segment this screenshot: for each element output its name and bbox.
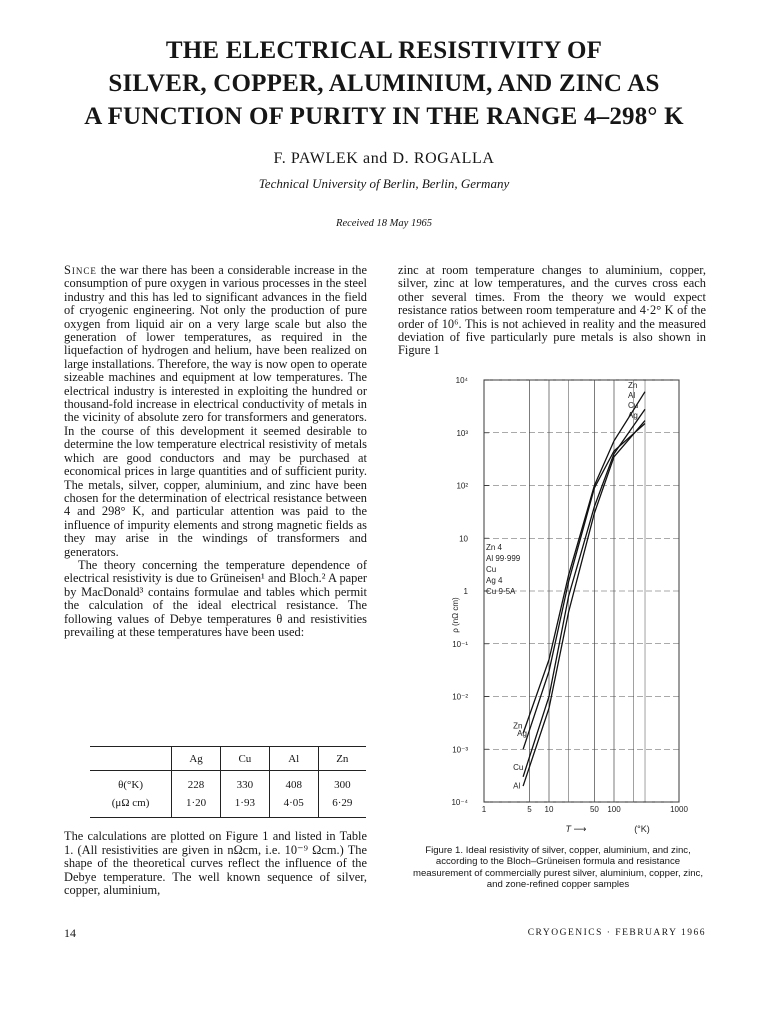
title-line-2: SILVER, COPPER, ALUMINIUM, AND ZINC AS xyxy=(108,70,660,97)
table-cell: θ(°K) xyxy=(118,779,144,791)
left-column xyxy=(64,264,367,639)
affiliation: Technical University of Berlin, Berlin, Germany xyxy=(258,176,510,191)
x-tick-label: 10 xyxy=(544,805,554,814)
x-tick-label: 5 xyxy=(527,805,532,814)
right-column xyxy=(398,264,706,358)
table-row xyxy=(90,794,366,818)
paragraph-1-text: the war there has been a considerable increase in the consumption of pure oxygen in various processes in the steel industry and this has led to significant advances in the field of cryogenic engineering. Not only the production of pure oxygen from liquid air on a very large scale but also the generation of lower temperatures, as required in the liquefaction of hydrogen and helium, have been realized on large installations. Therefore, the way is now open to operate sizeable machines and equipment at low temperatures. The electrical industry is interested in exploiting the hundred or thousand-fold increase in electrical conductivity of metals in the vicinity of absolute zero for transformers and generators. In the course of this development it seemed desirable to determine the low temperature electrical resistivity of metals which are good conductors and may be purchased at economical prices in large quantities and of sufficient purity. The metals, silver, copper, aluminium, and zinc have been chosen for the determination of electrical resistance between 4 and 298° K, and particular attention was paid to the influence of impurity elements and strong magnetic fields as they may arise in the windings of transformers and generators. xyxy=(64,263,367,559)
journal-footer: CRYOGENICS · FEBRUARY 1966 xyxy=(527,928,706,938)
curve-label: Zn xyxy=(628,381,638,390)
y-tick-label: 10⁴ xyxy=(455,376,468,385)
x-tick-label: 50 xyxy=(589,805,599,814)
table-cell: 228 xyxy=(172,771,221,795)
table-header-cell: Ag xyxy=(172,747,221,771)
table-cell: 1·93 xyxy=(220,794,269,818)
series-line-al xyxy=(523,409,645,777)
table-cell: (μΩ cm) xyxy=(90,794,172,818)
table-header-cell: Cu xyxy=(220,747,269,771)
lead-word: Since xyxy=(64,263,97,277)
paragraph-3: The calculations are plotted on Figure 1 and listed in Table 1. (All resistivities are given in nΩcm, i.e. 10⁻⁹ Ωcm.) The shape of the theoretical curves reflect the influence of the Debye temperature. The well known sequence of silver, copper, aluminium, xyxy=(64,829,367,898)
table-row xyxy=(90,771,366,795)
low-temp-label: Zn xyxy=(513,721,523,731)
paragraph-right: zinc at room temperature changes to aluminium, copper, silver, zinc at low temperatures, and the curves cross each other several times. From the theory we would expect resistance ratios between room temperature and 4·2° K of the order of 10⁶. This is not achieved in reality and the measured deviation of five particularly pure metals is also shown in Figure 1 xyxy=(398,263,706,358)
measured-label: Cu 9·5A xyxy=(486,586,516,596)
curve-label: Ag xyxy=(628,411,638,420)
y-tick-label: 10⁻³ xyxy=(452,745,468,755)
paper-title xyxy=(40,34,728,133)
caption-text: Ideal resistivity of silver, copper, aluminium, and zinc, according to the Bloch–Grüneisen formula and resistance measurement of commercially purest silver, aluminium, copper, zinc, and zone-refined copper samples xyxy=(412,845,704,891)
table-cell: 4·05 xyxy=(269,794,318,818)
y-tick-label: 1 xyxy=(463,587,468,596)
table-cell: 330 xyxy=(220,771,269,795)
series-line-zn xyxy=(523,392,645,734)
curve-label: Al xyxy=(628,391,636,400)
debye-table xyxy=(90,746,366,818)
y-tick-label: 10⁻¹ xyxy=(452,639,468,649)
x-axis-unit: (°K) xyxy=(634,824,650,834)
received-date: Received 18 May 1965 xyxy=(336,218,432,229)
resistivity-chart xyxy=(440,368,690,834)
y-tick-label: 10⁻⁴ xyxy=(451,798,468,807)
paragraph-1 xyxy=(64,264,367,559)
authors: F. PAWLEK and D. ROGALLA xyxy=(273,150,495,167)
measured-label: Cu xyxy=(486,564,497,574)
page-number: 14 xyxy=(64,926,76,940)
table-cell: 1·20 xyxy=(172,794,221,818)
measured-label: Al 99·999 xyxy=(486,553,521,563)
x-tick-label: 100 xyxy=(607,805,621,814)
table-header-cell: Zn xyxy=(318,747,366,771)
y-axis-label: ρ (nΩ cm) xyxy=(451,597,460,633)
x-axis-label: T ⟶ xyxy=(565,824,587,834)
title-line-3: A FUNCTION OF PURITY IN THE RANGE 4–298° K xyxy=(84,103,684,130)
x-tick-label: 1000 xyxy=(670,805,688,814)
figure-caption xyxy=(410,845,706,891)
title-line-1: THE ELECTRICAL RESISTIVITY OF xyxy=(165,37,603,64)
paragraph-2: The theory concerning the temperature dependence of electrical resistivity is due to Grüneisen¹ and Bloch.² A paper by MacDonald³ contains formulae and tables which permit the calculation of the ideal electrical resistance. The following values of Debye temperatures θ and resistivities prevailing at these temperatures have been used: xyxy=(64,557,367,639)
series-line-cu xyxy=(523,421,645,786)
y-tick-label: 10³ xyxy=(456,428,468,438)
low-temp-label: Ag xyxy=(517,728,527,738)
table-cell: 300 xyxy=(318,771,366,795)
y-tick-label: 10² xyxy=(456,481,468,491)
caption-label: Figure 1. xyxy=(425,845,464,856)
table-header-cell: Al xyxy=(269,747,318,771)
measured-label: Ag 4 xyxy=(486,575,503,585)
low-temp-label: Cu xyxy=(513,763,524,773)
y-tick-label: 10 xyxy=(459,534,468,544)
table-cell: 6·29 xyxy=(318,794,366,818)
low-temp-label: Al xyxy=(513,781,521,791)
series-line-ag xyxy=(523,424,645,750)
table-header-cell xyxy=(90,747,172,771)
x-tick-label: 1 xyxy=(481,805,487,814)
y-tick-label: 10⁻² xyxy=(452,692,468,702)
table-cell: 408 xyxy=(269,771,318,795)
curve-label: Cu xyxy=(628,401,639,410)
measured-label: Zn 4 xyxy=(486,542,503,552)
table-header-row xyxy=(90,747,366,771)
